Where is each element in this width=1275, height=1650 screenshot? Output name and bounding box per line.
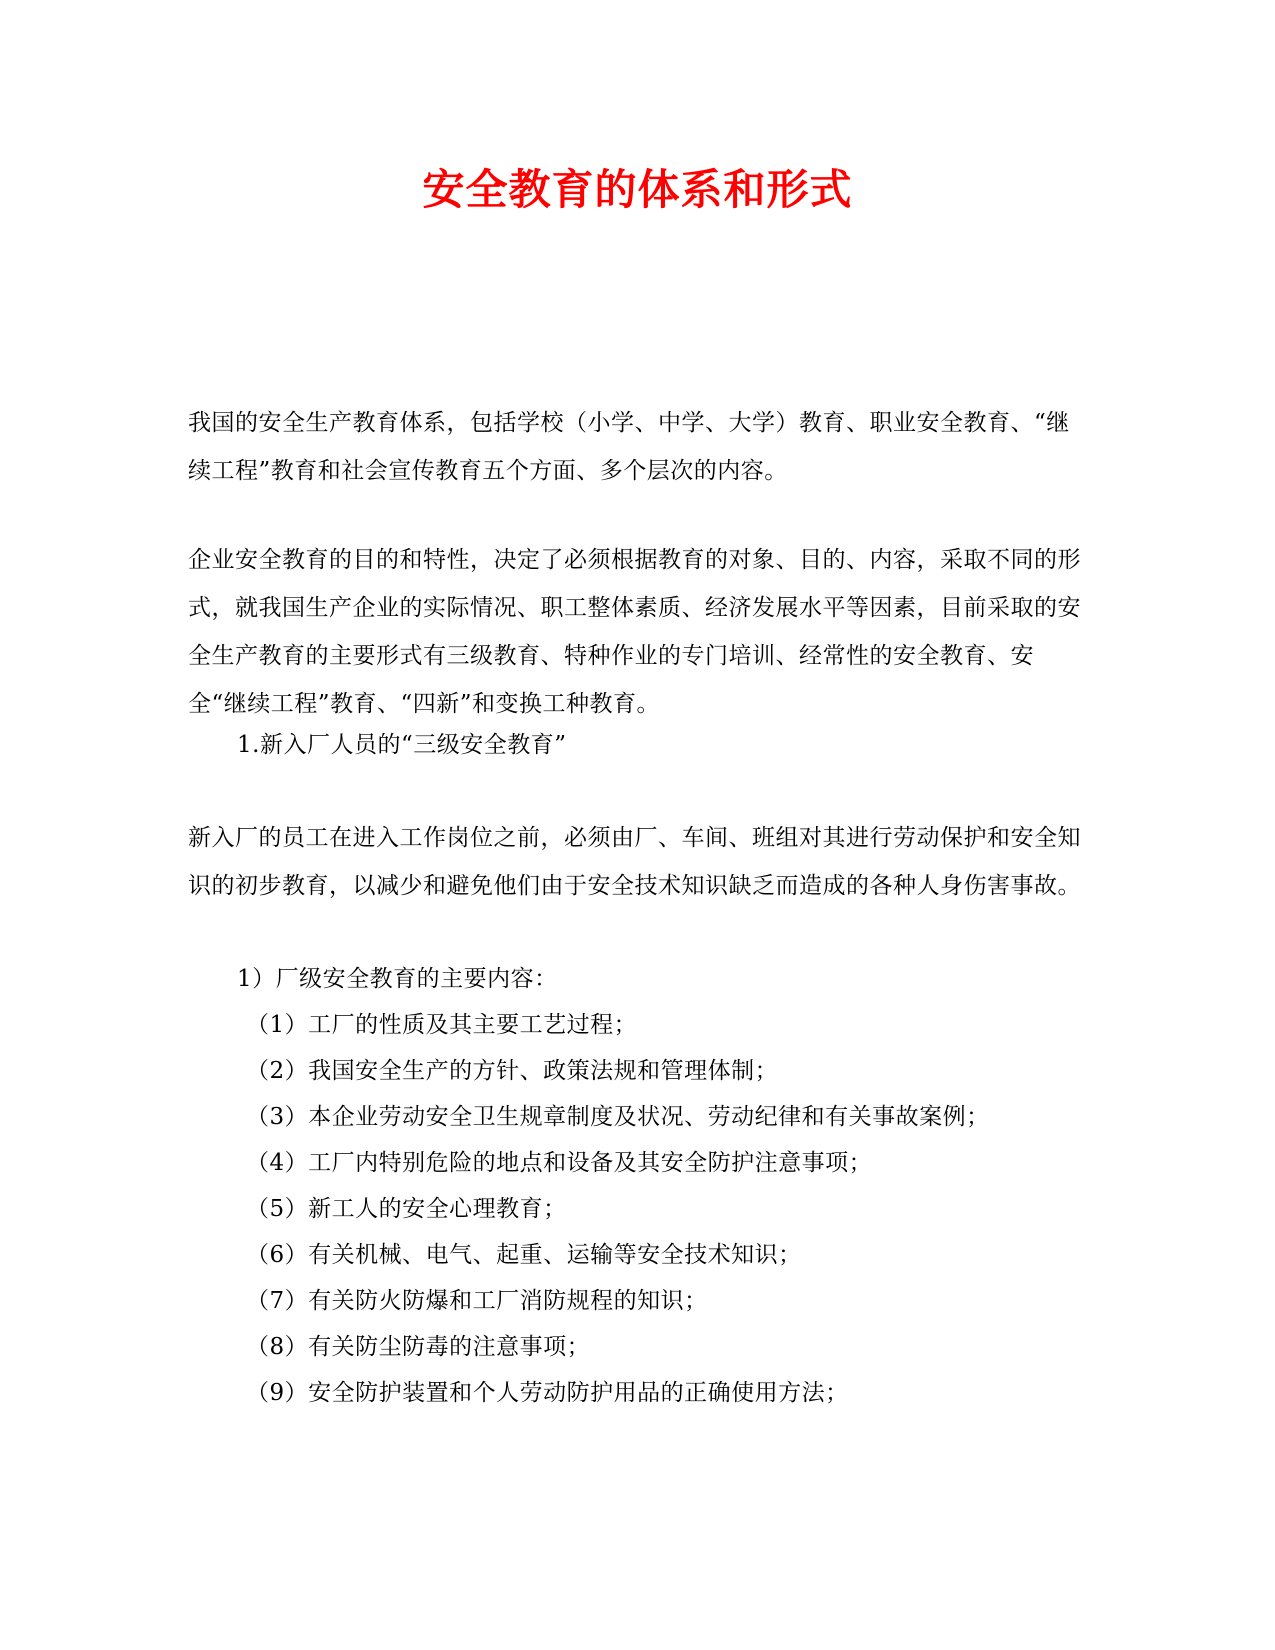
list-item: （7）有关防火防爆和工厂消防规程的知识； xyxy=(246,1288,708,1314)
paragraph-new-employees: 新入厂的员工在进入工作岗位之前，必须由厂、车间、班组对其进行劳动保护和安全知识的初步教育，以减少和避免他们由于安全技术知识缺乏而造成的各种人身伤害事故。 xyxy=(188,825,1081,899)
document-title: 安全教育的体系和形式 xyxy=(422,165,853,214)
paragraph-education-forms: 企业安全教育的目的和特性，决定了必须根据教育的对象、目的、内容，采取不同的形式，就我国生产企业的实际情况、职工整体素质、经济发展水平等因素，目前采取的安全生产教育的主要形式有三级教育、特种作业的专门培训、经常性的安全教育、安全“继续工程”教育、“四新”和变换工种教育。 xyxy=(188,547,1081,717)
list-item: （8）有关防尘防毒的注意事项； xyxy=(246,1334,591,1360)
list-item: （9）安全防护装置和个人劳动防护用品的正确使用方法； xyxy=(246,1380,849,1406)
section-heading: 1.新入厂人员的“三级安全教育” xyxy=(237,732,567,758)
subheading-factory-level: 1）厂级安全教育的主要内容： xyxy=(237,966,558,992)
list-item: （6）有关机械、电气、起重、运输等安全技术知识； xyxy=(246,1242,802,1268)
list-item: （4）工厂内特别危险的地点和设备及其安全防护注意事项； xyxy=(246,1150,873,1176)
list-item: （5）新工人的安全心理教育； xyxy=(246,1196,567,1222)
list-item: （3）本企业劳动安全卫生规章制度及状况、劳动纪律和有关事故案例； xyxy=(246,1104,990,1130)
paragraph-education-system: 我国的安全生产教育体系，包括学校（小学、中学、大学）教育、职业安全教育、“继续工程”教育和社会宣传教育五个方面、多个层次的内容。 xyxy=(188,410,1070,484)
list-item: （2）我国安全生产的方针、政策法规和管理体制； xyxy=(246,1058,779,1084)
list-item: （1）工厂的性质及其主要工艺过程； xyxy=(246,1012,638,1038)
